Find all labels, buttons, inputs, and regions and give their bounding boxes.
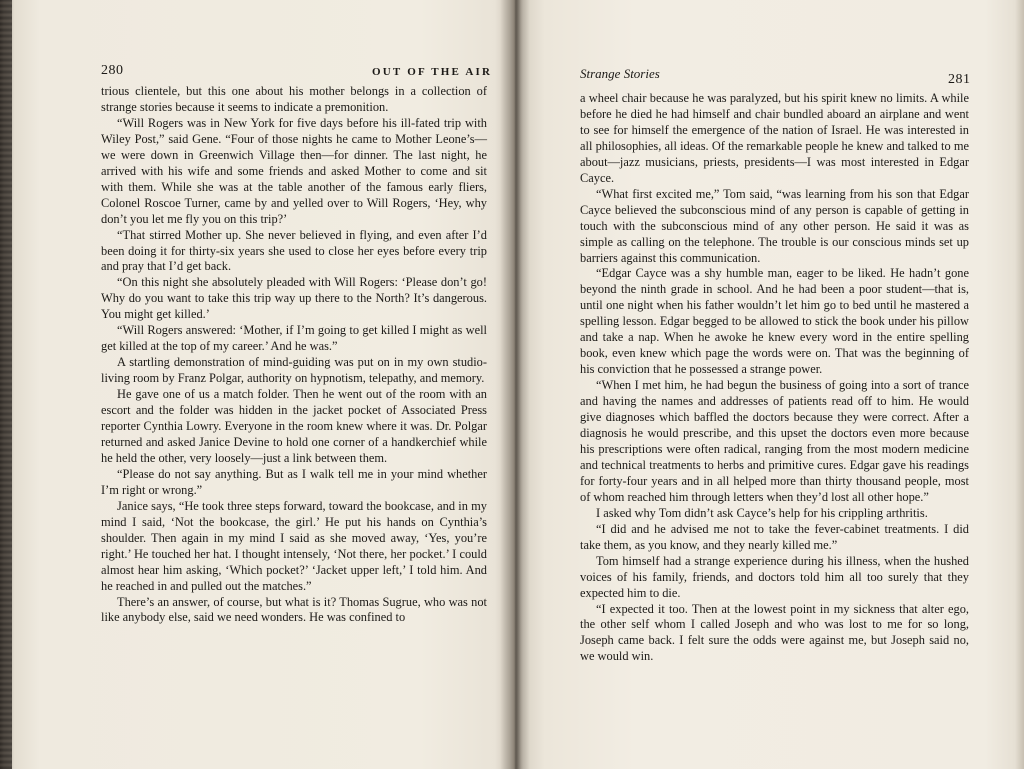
left-page-text <box>101 84 487 626</box>
paragraph: “When I met him, he had begun the business of going into a sort of trance and having the names and addresses of patients read off to him. He would give diagnoses which baffled the doctors because they were correct. After a diagnosis he would prescribe, and this upset the doctors even more because his prescriptions were often radical, ranging from the most modern medicine and technical treatments to herbs and primitive cures. Edgar gave his readings for forty-four years and in all helped more than thirty thousand people, most of whom reached him through letters when they’d lost all other hope.” <box>580 378 969 504</box>
left-page-number: 280 <box>101 63 124 78</box>
left-running-head: OUT OF THE AIR <box>372 66 493 78</box>
gutter-shadow <box>500 0 530 769</box>
paragraph: “Will Rogers was in New York for five days before his ill-fated trip with Wiley Post,” said Gene. “Four of those nights he came to Mother Leone’s—we were down in Greenwich Village then—for dinner. The last night, he arrived with his wife and some friends and asked Mother to come and sit with them. While she was at the table another of the famous early fliers, Colonel Roscoe Turner, came by and yelled over to Will Rogers, ‘Hey, why don’t you let me fly you on this trip?’ <box>101 115 487 226</box>
right-page-text <box>580 91 969 665</box>
paragraph: “Edgar Cayce was a shy humble man, eager to be liked. He hadn’t gone beyond the ninth grade in school. And he had been a poor student—that is, until one night when his father wouldn’t let him go to bed until he mastered a spelling lesson. Edgar begged to be allowed to stick the book under his pillow and take a nap. When he awoke he knew every word in the entire spelling book, even knew which page the words were on. That was the beginning of his conviction that he possessed a strange power. <box>580 266 969 377</box>
paragraph: He gave one of us a match folder. Then he went out of the room with an escort and the folder was hidden in the jacket pocket of Associated Press reporter Cynthia Lowry. Everyone in the room knew where it was. Dr. Polgar returned and asked Janice Devine to hold one corner of a handkerchief while he held the other, very loosely—just a link between them. <box>101 387 487 465</box>
page-edge-stack <box>0 0 12 769</box>
right-page-number: 281 <box>948 72 971 87</box>
paragraph: “That stirred Mother up. She never believed in flying, and even after I’d been doing it for thirty-six years she used to close her eyes before every trip and pray that I’d get back. <box>101 227 487 274</box>
paragraph: Tom himself had a strange experience during his illness, when the hushed voices of his family, friends, and doctors told him all too surely that they expected him to die. <box>580 553 969 600</box>
paragraph: I asked why Tom didn’t ask Cayce’s help for his crippling arthritis. <box>596 505 928 520</box>
paragraph: “What first excited me,” Tom said, “was learning from his son that Edgar Cayce believed the subconscious mind of any person is capable of getting in touch with the subconscious mind of any other person. He said it was as simple as calling on the telephone. The trouble is our conscious minds set up barriers against this communication. <box>580 186 969 265</box>
paragraph: “I did and he advised me not to take the fever-cabinet treatments. I did take them, as you know, and they nearly killed me.” <box>580 521 969 552</box>
paragraph: “Will Rogers answered: ‘Mother, if I’m going to get killed I might as well get killed at the top of my career.’ And he was.” <box>101 323 487 354</box>
right-running-head: Strange Stories <box>580 66 660 81</box>
paragraph: “On this night she absolutely pleaded with Will Rogers: ‘Please don’t go! Why do you want to take this trip way up there to the North? It’s dangerous. You might get killed.’ <box>101 275 487 322</box>
paragraph: Janice says, “He took three steps forward, toward the bookcase, and in my mind I said, ‘Not the bookcase, the girl.’ He put his hands on Cynthia’s shoulder. Then again in my mind I said as she moved away, ‘Yes, you’re right.’ He touched her hat. I thought intensely, ‘Not there, her pocket.’ I could almost hear him asking, ‘Which pocket?’ ‘Jacket upper left,’ I told him. And he reached in and pulled out the matches.” <box>101 498 487 593</box>
paragraph: “I expected it too. Then at the lowest point in my sickness that alter ego, the other self whom I called Joseph and who was lost to me for so long, Joseph came back. I felt sure the odds were against me, but Joseph said no, we would win. <box>580 601 969 664</box>
paragraph: “Please do not say anything. But as I walk tell me in your mind whether I’m right or wrong.” <box>101 466 487 497</box>
paragraph: a wheel chair because he was paralyzed, but his spirit knew no limits. A while before he died he had himself and chair bundled aboard an airplane and went to see for himself the emergence of the nation of Israel. He was interested in all philosophies, all ideas. Of the remarkable people he knew and talked to me about—jazz musicians, priests, presidents—I was most interested in Edgar Cayce. <box>580 91 969 185</box>
paragraph: trious clientele, but this one about his mother belongs in a collection of strange stories because it seems to indicate a premonition. <box>101 84 487 114</box>
paragraph: There’s an answer, of course, but what is it? Thomas Sugrue, who was not like anybody else, said we need wonders. He was confined to <box>101 594 487 625</box>
paragraph: A startling demonstration of mind-guiding was put on in my own studio-living room by Franz Polgar, authority on hypnotism, telepathy, and memory. <box>101 355 487 386</box>
